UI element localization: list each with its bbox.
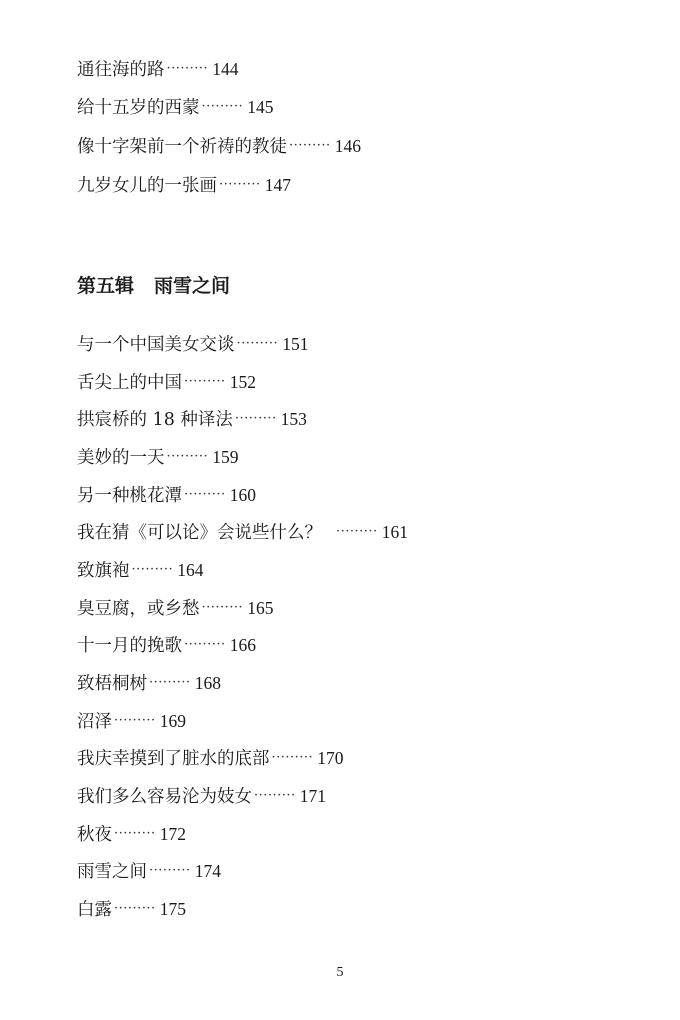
toc-entry [77, 823, 186, 847]
toc-entry-title: 臭豆腐，或乡愁 [77, 599, 200, 619]
toc-entry-title: 白露 [77, 900, 112, 920]
toc-leader-dots: ········· [236, 335, 279, 351]
toc-entry-title: 像十字架前一个祈祷的教徒 [77, 137, 287, 157]
toc-page-number: 164 [177, 560, 204, 580]
toc-page-number: 152 [229, 372, 256, 392]
toc-page-number: 171 [299, 786, 326, 806]
toc-page-number: 174 [194, 861, 221, 881]
toc-entry-title: 秋夜 [77, 825, 112, 845]
toc-page-number: 159 [212, 447, 239, 467]
toc-entry-title: 我在猜《可以论》会说些什么？ [77, 523, 322, 543]
toc-leader-dots: ········· [114, 825, 156, 841]
toc-leader-dots: ········· [166, 448, 209, 464]
toc-page-number: 161 [381, 522, 408, 542]
toc-page-number: 153 [280, 409, 307, 429]
toc-page-number: 169 [159, 711, 186, 731]
toc-page-number: 175 [159, 899, 186, 919]
toc-page-number: 170 [317, 748, 344, 768]
toc-page-number: 145 [247, 97, 274, 117]
page-number-footer: 5 [336, 965, 344, 980]
section-label: 第五辑 [77, 275, 135, 297]
toc-entry-title: 通往海的路 [77, 60, 165, 80]
toc-entry [77, 597, 273, 621]
toc-entry-title: 给十五岁的西蒙 [77, 98, 200, 118]
toc-entry [77, 408, 307, 432]
toc-entry [77, 898, 186, 922]
toc-entry-title: 雨雪之间 [77, 862, 147, 882]
toc-page-number: 147 [264, 175, 291, 195]
toc-leader-dots: ········· [166, 60, 209, 76]
toc-entry [77, 58, 238, 82]
toc-leader-dots: ········· [184, 636, 226, 652]
toc-page-number: 166 [229, 635, 256, 655]
toc-leader-dots: ········· [184, 373, 226, 389]
toc-page-number: 144 [212, 59, 239, 79]
toc-entry-title: 沼泽 [77, 712, 112, 732]
toc-entry-title: 九岁女儿的一张画 [77, 176, 217, 196]
toc-entry-title: 致梧桐树 [77, 674, 147, 694]
section-heading [77, 274, 230, 298]
toc-entry [77, 559, 203, 583]
toc-entry [77, 484, 256, 508]
toc-leader-dots: ········· [336, 523, 378, 539]
toc-page-number: 168 [194, 673, 221, 693]
toc-page-number: 160 [229, 485, 256, 505]
toc-entry [77, 135, 361, 159]
toc-entry [77, 785, 326, 809]
section-name: 雨雪之间 [154, 275, 231, 297]
toc-leader-dots: ········· [201, 98, 244, 114]
toc-entry-title: 与一个中国美女交谈 [77, 335, 235, 355]
toc-leader-dots: ········· [201, 599, 244, 615]
toc-leader-dots: ········· [149, 862, 191, 878]
toc-leader-dots: ········· [114, 712, 156, 728]
toc-entry [77, 371, 256, 395]
toc-entry-title: 拱宸桥的 18 种译法 [77, 410, 233, 430]
toc-entry-title: 我庆幸摸到了脏水的底部 [77, 749, 270, 769]
toc-leader-dots: ········· [254, 787, 296, 803]
toc-leader-dots: ········· [131, 561, 174, 577]
toc-entry [77, 174, 291, 198]
toc-entry [77, 96, 273, 120]
toc-page-number: 165 [247, 598, 274, 618]
toc-entry-title: 我们多么容易沦为妓女 [77, 787, 252, 807]
toc-entry [77, 521, 408, 545]
toc-leader-dots: ········· [149, 674, 191, 690]
toc-leader-dots: ········· [184, 486, 226, 502]
toc-entry-title: 致旗袍 [77, 561, 130, 581]
toc-entry [77, 446, 238, 470]
toc-entry [77, 860, 221, 884]
toc-entry-title: 另一种桃花潭 [77, 486, 182, 506]
toc-entry-title: 舌尖上的中国 [77, 373, 182, 393]
toc-entry [77, 672, 221, 696]
toc-entry [77, 710, 186, 734]
toc-page-number: 146 [334, 136, 361, 156]
toc-page-number: 151 [282, 334, 309, 354]
toc-page-number: 172 [159, 824, 186, 844]
toc-leader-dots: ········· [219, 176, 261, 192]
toc-leader-dots: ········· [114, 900, 156, 916]
toc-leader-dots: ········· [234, 410, 277, 426]
toc-entry-title: 十一月的挽歌 [77, 636, 182, 656]
toc-leader-dots: ········· [289, 137, 331, 153]
toc-entry [77, 333, 308, 357]
toc-entry-title: 美妙的一天 [77, 448, 165, 468]
toc-entry [77, 747, 343, 771]
toc-entry [77, 634, 256, 658]
toc-leader-dots: ········· [271, 749, 314, 765]
